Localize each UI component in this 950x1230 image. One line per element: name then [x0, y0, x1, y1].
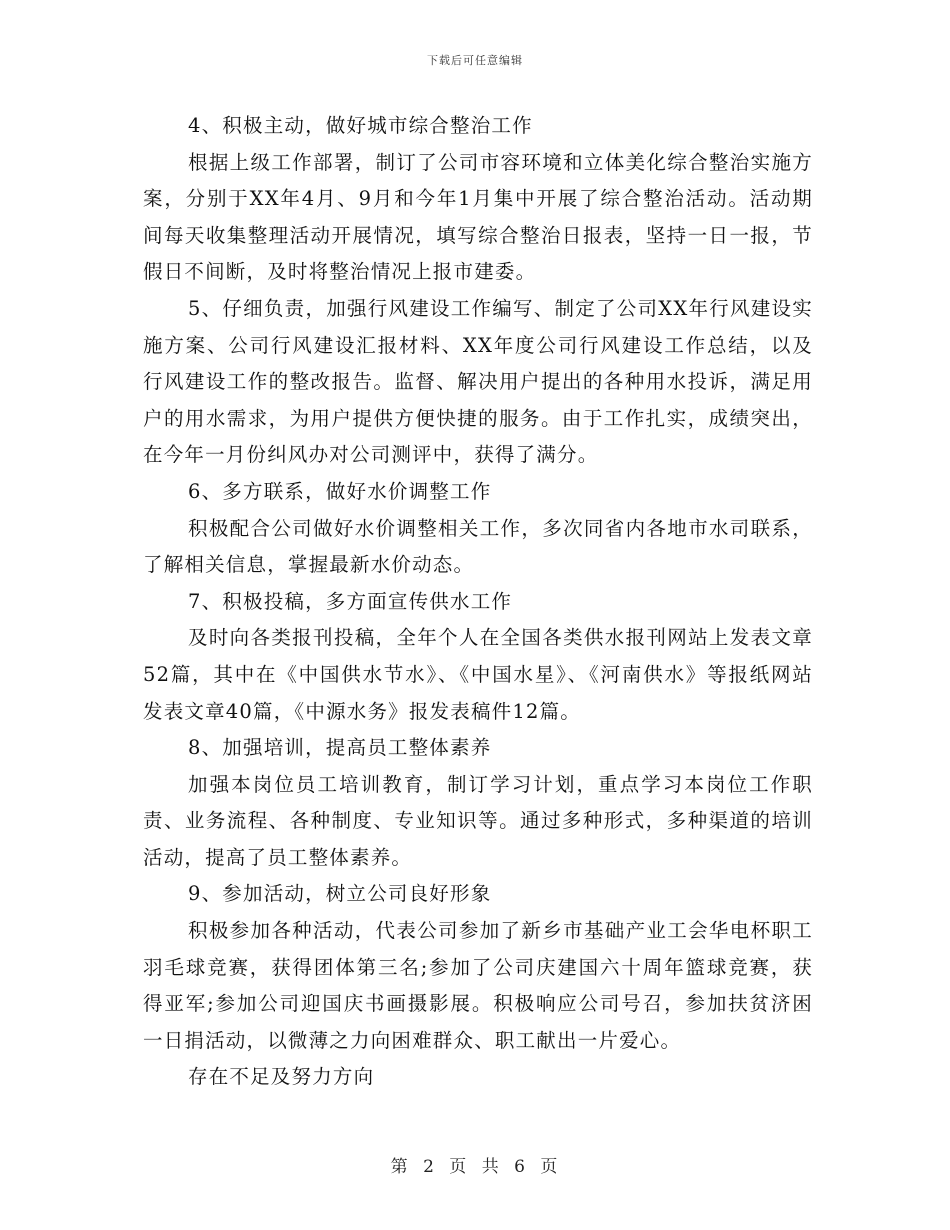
section-heading-9: 9、参加活动，树立公司良好形象: [188, 882, 492, 906]
paragraph-activities: 积极参加各种活动，代表公司参加了新乡市基础产业工会华电杯职工羽毛球竞赛，获得团体第三名;参加了公司庆建国六十周年篮球竞赛，获得亚军;参加公司迎国庆书画摄影展。积极响应公司号召，参加扶贫济困一日捐活动，以微薄之力向困难群众、职工献出一片爱心。: [143, 919, 813, 1052]
section-heading-4: 4、积极主动，做好城市综合整治工作: [188, 114, 533, 137]
page-header: 下载后可任意编辑: [427, 54, 523, 67]
paragraph-submissions: 及时向各类报刊投稿，全年个人在全国各类供水报刊网站上发表文章52篇，其中在《中国供水节水》、《中国水星》、《河南供水》等报纸网站发表文章40篇，《中源水务》报发表稿件12篇。: [143, 626, 813, 723]
paragraph-water-price: 积极配合公司做好水价调整相关工作，多次同省内各地市水司联系，了解相关信息，掌握最新水价动态。: [143, 516, 813, 577]
section-heading-shortcomings: 存在不足及努力方向: [188, 1065, 375, 1089]
document-body: [143, 108, 813, 1096]
section-heading-6: 6、多方联系，做好水价调整工作: [188, 479, 492, 503]
section-heading-5-paragraph: 5、仔细负责，加强行风建设工作编写、制定了公司XX年行风建设实施方案、公司行风建设汇报材料、XX年度公司行风建设工作总结，以及行风建设工作的整改报告。监督、解决用户提出的各种用水投诉，满足用户的用水需求，为用户提供方便快捷的服务。由于工作扎实，成绩突出，在今年一月份纠风办对公司测评中，获得了满分。: [143, 296, 813, 467]
section-heading-7: 7、积极投稿，多方面宣传供水工作: [188, 589, 513, 613]
section-heading-8: 8、加强培训，提高员工整体素养: [188, 736, 492, 760]
paragraph-city-rectification: 根据上级工作部署，制订了公司市容环境和立体美化综合整治实施方案，分别于XX年4月、9月和今年1月集中开展了综合整治活动。活动期间每天收集整理活动开展情况，填写综合整治日报表，坚持一日一报，节假日不间断，及时将整治情况上报市建委。: [143, 150, 813, 284]
paragraph-training: 加强本岗位员工培训教育，制订学习计划，重点学习本岗位工作职责、业务流程、各种制度、专业知识等。通过多种形式，多种渠道的培训活动，提高了员工整体素养。: [143, 772, 813, 869]
page-number-footer: 第 2 页 共 6 页: [390, 1157, 560, 1177]
